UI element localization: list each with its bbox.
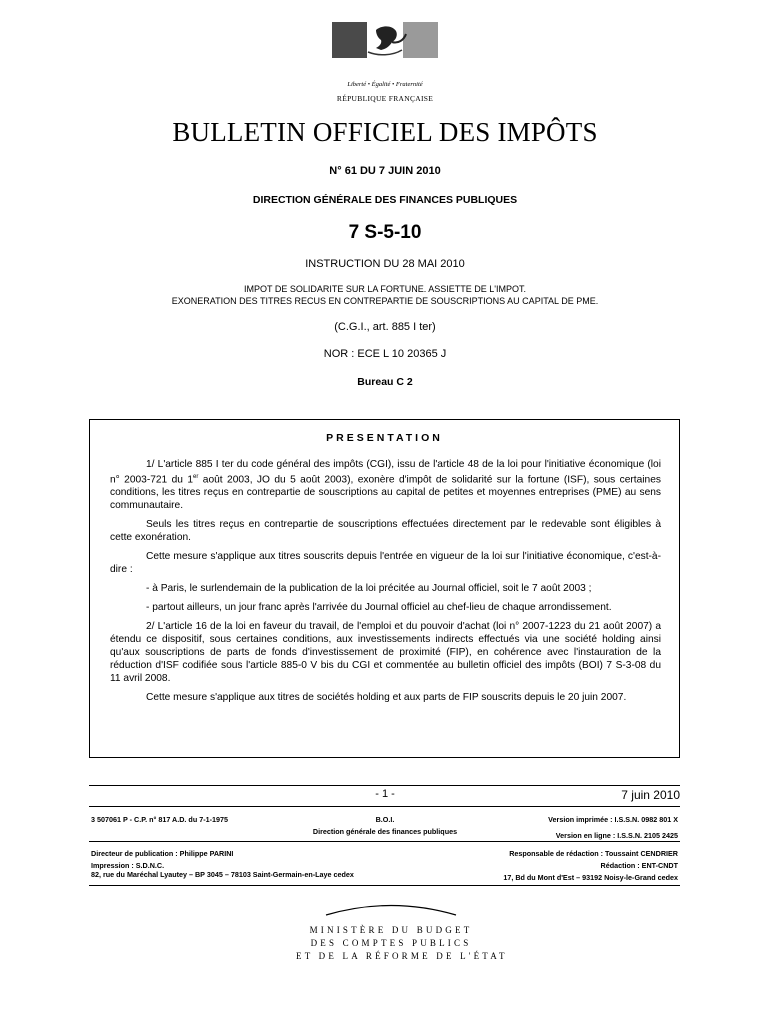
paragraph-3: Cette mesure s'applique aux titres souscrits depuis l'entrée en vigueur de la loi sur l'initiative économique, c'est-à-dire :	[110, 551, 661, 576]
paragraph-7: Cette mesure s'applique aux titres de sociétés holding et aux parts de FIP souscrits depuis le 20 juin 2007.	[146, 692, 627, 704]
cgi-reference: (C.G.I., art. 885 I ter)	[334, 321, 436, 333]
footer-redaction: Rédaction : ENT-CNDT	[600, 861, 678, 870]
paragraph-2: Seuls les titres reçus en contrepartie de souscriptions effectuées directement par le redevable sont éligibles à cette exonération.	[110, 519, 661, 544]
paragraph-4: - à Paris, le surlendemain de la publication de la loi précitée au Journal officiel, soit le 7 août 2003 ;	[146, 583, 592, 595]
ministere-line-3: ET DE LA RÉFORME DE L'ÉTAT	[296, 951, 508, 961]
footer-boi: B.O.I.	[375, 815, 395, 824]
instruction-code: 7 S-5-10	[348, 222, 422, 243]
paragraph-6: 2/ L'article 16 de la loi en faveur du travail, de l'emploi et du pouvoir d'achat (loi n° 2007-1223 du 21 août 2007) a étendu ce dispositif, sous certaines conditions, aux investissements indirects effectués via une société holding ainsi qu'aux souscriptions de parts de fonds d'investissement de proximité (FIP), en cohérence avec l'instauration de la réduction d'ISF codifiée sous l'article 885-0 V bis du CGI et commentée au bulletin officiel des impôts (BOI) 7 S-3-08 du 11 avril 2008.	[110, 621, 661, 685]
publication-footer	[89, 806, 680, 886]
footer-boi-direction: Direction générale des finances publiques	[312, 827, 458, 836]
ministere-line-1: MINISTÈRE DU BUDGET	[309, 925, 473, 935]
page-divider	[89, 785, 680, 786]
footer-adresse-impression: 82, rue du Maréchal Lyautey – BP 3045 – 78103 Saint-Germain-en-Laye cedex	[91, 870, 354, 879]
footer-impression: Impression : S.D.N.C.	[91, 861, 165, 870]
nor-reference: NOR : ECE L 10 20365 J	[323, 348, 447, 360]
direction-name: DIRECTION GÉNÉRALE DES FINANCES PUBLIQUES	[252, 194, 518, 206]
footer-responsable: Responsable de rédaction : Toussaint CENDRIER	[509, 849, 678, 858]
presentation-box	[89, 419, 680, 758]
subject-line-2: EXONERATION DES TITRES RECUS EN CONTREPARTIE DE SOUSCRIPTIONS AU CAPITAL DE PME.	[171, 296, 599, 306]
footer-version-imprimee: Version imprimée : I.S.S.N. 0982 801 X	[548, 815, 678, 824]
logo-motto: Liberté • Égalité • Fraternité	[347, 81, 423, 88]
arc-icon	[324, 902, 458, 916]
presentation-body	[110, 458, 661, 710]
footer-cpap: 3 507061 P - C.P. n° 817 A.D. du 7-1-1975	[91, 815, 228, 824]
footer-divider	[89, 841, 680, 842]
bulletin-title: BULLETIN OFFICIEL DES IMPÔTS	[172, 117, 598, 147]
page-date: 7 juin 2010	[621, 788, 680, 802]
paragraph-5: - partout ailleurs, un jour franc après l'arrivée du Journal officiel au chef-lieu de chaque arrondissement.	[146, 602, 612, 614]
footer-adresse-redaction: 17, Bd du Mont d'Est – 93192 Noisy-le-Grand cedex	[503, 873, 678, 882]
marianne-icon	[332, 22, 438, 58]
issue-number: N° 61 DU 7 JUIN 2010	[329, 165, 441, 177]
subject-line-1: IMPOT DE SOLIDARITE SUR LA FORTUNE. ASSIETTE DE L'IMPOT.	[244, 284, 526, 294]
presentation-title: PRESENTATION	[326, 432, 443, 444]
page-number: - 1 -	[375, 788, 395, 800]
ministere-logo	[296, 902, 508, 968]
paragraph-1: 1/ L'article 885 I ter du code général des impôts (CGI), issu de l'article 48 de la loi pour l'initiative économique (loi n° 2003-721 du 1er août 2003, JO du 5 août 2003), exonère d'impôt de solidarité sur la fortune (ISF), sous certaines conditions, les titres reçus en contrepartie de souscriptions au capital de petites et moyennes entreprises (PME) au sens communautaire.	[110, 459, 661, 512]
instruction-subject	[0, 283, 770, 307]
ministere-line-2: DES COMPTES PUBLICS	[310, 938, 472, 948]
logo-republique: RÉPUBLIQUE FRANÇAISE	[336, 94, 434, 103]
footer-directeur: Directeur de publication : Philippe PARINI	[91, 849, 234, 858]
marianne-logo	[331, 22, 439, 103]
instruction-date: INSTRUCTION DU 28 MAI 2010	[305, 258, 465, 270]
footer-version-ligne: Version en ligne : I.S.S.N. 2105 2425	[555, 831, 678, 840]
bureau-name: Bureau C 2	[357, 376, 413, 388]
